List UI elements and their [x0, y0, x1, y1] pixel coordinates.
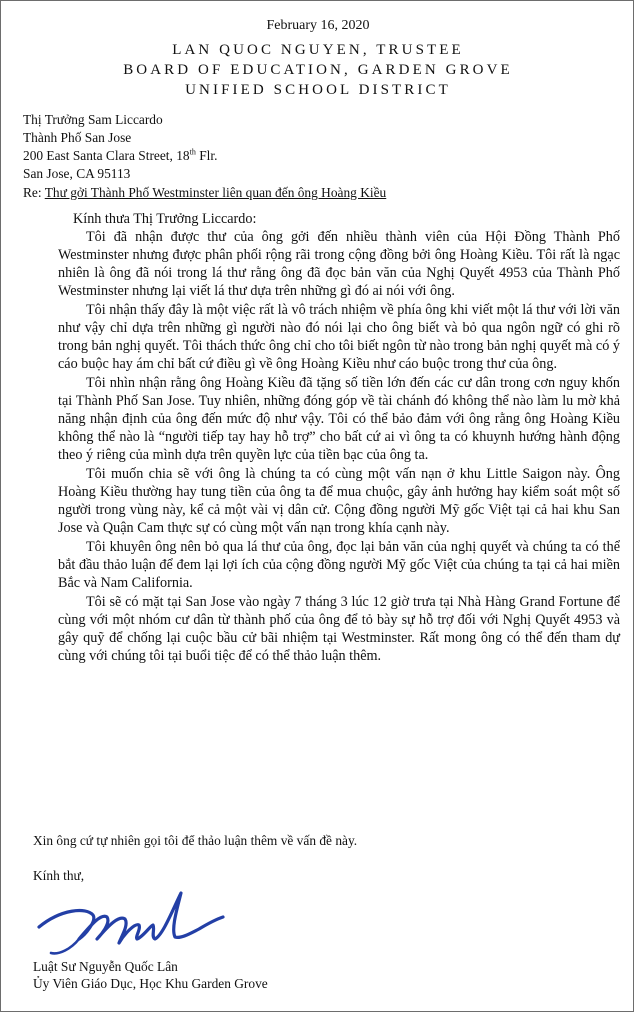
signer-block — [33, 958, 268, 992]
street-floor-part: Flr. — [195, 148, 218, 163]
signer-name: Luật Sư Nguyễn Quốc Lân — [33, 959, 178, 974]
body-paragraph: Tôi khuyên ông nên bỏ qua lá thư của ông, đọc lại bản văn của nghị quyết và chúng ta có thể bắt đầu thảo luận để đem lại lợi ích của cộng đồng người Mỹ gốc Việt của chúng ta tại cả hai miền Bắc và Nam California. — [58, 539, 620, 591]
recipient-address — [23, 111, 217, 183]
letterhead-line-2: BOARD OF EDUCATION, GARDEN GROVE — [123, 62, 513, 78]
signoff: Kính thư, — [33, 868, 85, 883]
closing-request: Xin ông cứ tự nhiên gọi tôi để thảo luận thêm về vấn đề này. — [33, 833, 358, 848]
subject-text: Thư gởi Thành Phố Westminster liên quan đến ông Hoàng Kiều — [44, 185, 387, 200]
letter-date: February 16, 2020 — [266, 18, 370, 33]
body-paragraph: Tôi nhận thấy đây là một việc rất là vô trách nhiệm về phía ông khi viết một lá thư với lời văn như vậy chỉ dựa trên những gì người nào đó nói lại cho ông biết và bỏ qua ngôn ngữ có ghi rõ trong bản nghị quyết. Tôi thách thức ông chỉ cho tôi biết ngôn từ nào trong bản nghị quyết mà có ý cáo buộc hay ám chỉ bất cứ điều gì về ông Hoàng Kiều như cáo buộc trong thư của ông. — [58, 302, 620, 372]
body-paragraph: Tôi sẽ có mặt tại San Jose vào ngày 7 tháng 3 lúc 12 giờ trưa tại Nhà Hàng Grand Fortune để cùng với một nhóm cư dân từ thành phố của ông để tỏ bày sự hỗ trợ đối với Nghị Quyết 4953 và gây quỹ để chống lại cuộc bầu cử bãi nhiệm tại Westminster. Rất mong ông có thể đến tham dự cùng với chúng tôi tại buổi tiệc để có thể thảo luận thêm. — [58, 594, 620, 664]
recipient-street — [23, 147, 217, 165]
letterhead — [1, 40, 634, 100]
signer-title: Ủy Viên Giáo Dục, Học Khu Garden Grove — [33, 976, 268, 991]
recipient-name: Thị Trưởng Sam Liccardo — [23, 112, 163, 127]
street-ordinal-suffix: th — [189, 147, 196, 157]
signature-stroke — [39, 893, 223, 943]
letterhead-line-3: UNIFIED SCHOOL DISTRICT — [185, 82, 451, 98]
salutation: Kính thưa Thị Trưởng Liccardo: — [73, 211, 257, 227]
subject-line — [23, 184, 386, 202]
body-paragraph: Tôi nhìn nhận rằng ông Hoàng Kiều đã tặng số tiền lớn đến các cư dân trong cơn nguy khốn tại Thành Phố San Jose. Tuy nhiên, những đóng góp về tài chánh đó không thể nào làm lu mờ khả năng nhận định của ông đến mức độ như vậy. Tôi có thể bảo đảm với ông rằng ông Hoàng Kiều không thể nào là “người tiếp tay hay hỗ trợ” cho bất cứ ai vì ông ta có khuynh hướng hành động theo ý riêng của mình dựa trên quyền lực của tiền bạc của ông ta. — [58, 375, 620, 463]
recipient-office: Thành Phố San Jose — [23, 130, 132, 145]
body-paragraph: Tôi đã nhận được thư của ông gởi đến nhiều thành viên của Hội Đồng Thành Phố Westminster nhưng được phân phối rộng rãi trong cộng đồng bởi ông Hoàng Kiều. Tôi rất là ngạc nhiên là ông đã nói trong lá thư rằng ông đã đọc bản văn của Nghị Quyết 4953 của Thành Phố Westminster nhưng lại viết lá thư dựa trên những gì đó ai nói với ông. — [58, 229, 620, 299]
letterhead-line-1: LAN QUOC NGUYEN, TRUSTEE — [172, 42, 464, 58]
body-paragraph: Tôi muốn chia sẽ với ông là chúng ta có cùng một vấn nạn ở khu Little Saigon này. Ông Hoàng Kiều thường hay tung tiền của ông ta để mua chuộc, gây ảnh hưởng hay kiểm soát một số người trong vùng này, kể cả một vài vị dân cử. Cộng đồng người Mỹ gốc Việt tại cả hai khu San Jose và Quận Cam thực sự có cùng một vấn nạn trong khía cạnh này. — [58, 466, 620, 536]
signature-tail — [51, 939, 79, 953]
subject-label: Re: — [23, 185, 42, 200]
street-number-part: 200 East Santa Clara Street, 18 — [23, 148, 190, 163]
recipient-city: San Jose, CA 95113 — [23, 166, 131, 181]
letter-body — [58, 210, 620, 666]
signature-icon — [31, 879, 231, 959]
